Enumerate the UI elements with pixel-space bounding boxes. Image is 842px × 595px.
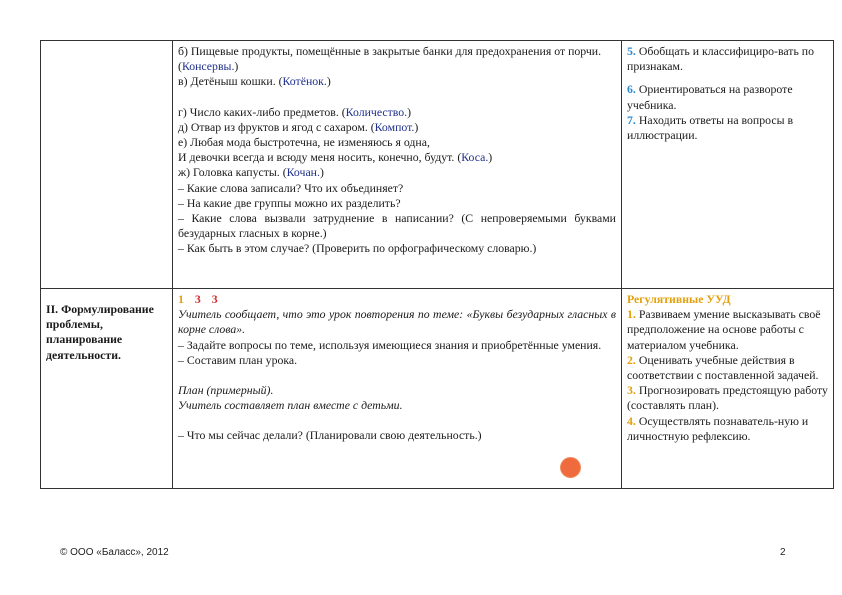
table-row [41, 41, 834, 289]
stage-cell-empty [41, 41, 173, 289]
riddle-e-line1: е) Любая мода быстротечна, не изменяюсь я одна, [178, 135, 430, 150]
slide-counter: 1 3 3 [178, 292, 222, 306]
activity-cell [173, 41, 622, 289]
uud-item-7: 7. Находить ответы на вопросы в иллюстрации. [627, 112, 794, 143]
riddle-b: б) Пищевые продукты, помещённые в закрытые банки для предохранения от порчи. (Консервы.) [178, 44, 602, 74]
stage-cell [41, 289, 173, 489]
riddle-zh: ж) Головка капусты. (Кочан.) [178, 165, 324, 180]
uud-item-1: 1. Развиваем умение высказывать своё предположение на основе работы с материалом учебника. [627, 307, 821, 352]
riddle-d: д) Отвар из фруктов и ягод с сахаром. (Компот.) [178, 119, 419, 134]
answer-kosa: Коса. [461, 150, 489, 165]
teacher-plan: Учитель составляет план вместе с детьми. [178, 398, 403, 413]
uud-item-6: 6. Ориентироваться на развороте учебника. [627, 82, 793, 112]
uud-cell [622, 289, 834, 489]
activity-cell [173, 289, 622, 489]
answer-konservy: Консервы. [181, 59, 235, 74]
question-3: – Какие слова вызвали затруднение в написании? (С непроверяемыми буквами безударных гласных в корне.) [178, 211, 616, 241]
question-2: – На какие две группы можно их разделить? [178, 195, 401, 210]
task-1: – Задайте вопросы по теме, используя имеющиеся знания и приобретённые умения. [178, 337, 602, 352]
riddle-v: в) Детёныш кошки. (Котёнок.) [178, 74, 331, 89]
spacer [627, 74, 828, 82]
question-1: – Какие слова записали? Что их объединяет? [178, 180, 404, 195]
lesson-table [40, 40, 834, 489]
spacer [178, 413, 616, 428]
cursor-dot [561, 458, 580, 477]
riddle-e-line2: И девочки всегда и всюду меня носить, конечно, будут. (Коса.) [178, 150, 493, 165]
answer-kochan: Кочан. [286, 165, 320, 180]
spacer [178, 90, 616, 105]
table-row [41, 289, 834, 489]
teacher-intro: Учитель сообщает, что это урок повторения по теме: «Буквы безударных гласных в корне слова». [178, 307, 616, 337]
plan-label: План (примерный). [178, 383, 274, 398]
answer-kolichestvo: Количество. [345, 104, 408, 119]
stage-title: II. Формулирование проблемы, планирование деятельности. [46, 302, 154, 362]
task-2: – Составим план урока. [178, 352, 298, 367]
uud-item-5: 5. Обобщать и классифициро-вать по признакам. [627, 44, 814, 74]
answer-kompot: Компот. [374, 119, 415, 134]
final-question: – Что мы сейчас делали? (Планировали свою деятельность.) [178, 428, 482, 443]
uud-item-3: 3. Прогнозировать предстоящую работу (составлять план). [627, 383, 828, 413]
footer-copyright: © ООО «Баласс», 2012 [60, 547, 169, 558]
uud-item-4: 4. Осуществлять познаватель-ную и личностную рефлексию. [627, 413, 809, 443]
page-number: 2 [780, 547, 786, 558]
uud-item-2: 2. Оценивать учебные действия в соответствии с поставленной задачей. [627, 352, 819, 383]
riddle-g: г) Число каких-либо предметов. (Количество.) [178, 104, 412, 119]
uud-cell [622, 41, 834, 289]
spacer [178, 368, 616, 383]
uud-heading: Регулятивные УУД [627, 292, 731, 306]
question-4: – Как быть в этом случае? (Проверить по орфографическому словарю.) [178, 241, 537, 256]
answer-kotyonok: Котёнок. [282, 74, 327, 89]
